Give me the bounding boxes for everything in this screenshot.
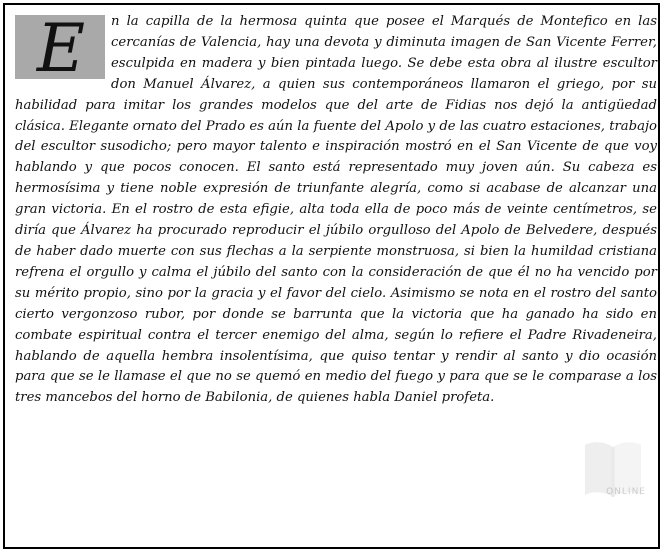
drop-cap-letter: E — [36, 15, 86, 79]
body-paragraph — [15, 12, 657, 409]
document-page — [3, 3, 660, 549]
watermark-text: ONLINE — [606, 487, 646, 497]
drop-cap — [15, 15, 105, 79]
book-logo-icon — [582, 437, 644, 505]
paragraph-text: n la capilla de la hermosa quinta que posee el Marqués de Montefico en las cercanías de Valencia, hay una devota y diminuta imagen de San Vicente Ferrer, esculpida en madera y bien pintada luego. Se debe esta obra al ilustre escultor don Manuel Álvarez, a quien sus contemporáneos llamaron el griego, por su habilidad para imitar los grandes modelos que del arte de Fidias nos dejó la antigüedad clásica. Elegante ornato del Prado es aún la fuente del Apolo y de las cuatro estaciones, trabajo del escultor susodicho; pero mayor talento e inspiración mostró en el San Vicente de que voy hablando y que pocos conocen. El santo está representado muy joven aún. Su cabeza es hermosísima y tiene noble expresión de triunfante alegría, como si acabase de alcanzar una gran victoria. En el rostro de esta efigie, alta toda ella de poco más de veinte centímetros, se diría que Álvarez ha procurado reproducir el júbilo orgulloso del Apolo de Belvedere, después de haber dado muerte con sus flechas a la serpiente monstruosa, si bien la humildad cristiana refrena el orgullo y calma el júbilo del santo con la consideración de que él no ha vencido por su mérito propio, sino por la gracia y el favor del cielo. Asimismo se nota en el rostro del santo cierto vergonzoso rubor, por donde se barrunta que la victoria que ha ganado ha sido en combate espiritual contra el tercer enemigo del alma, según lo refiere el Padre Rivadeneira, hablando de aquella hembra insolentísima, que quiso tentar y rendir al santo y dio ocasión para que se le llamase el que no se quemó en medio del fuego y para que se le comparase a los tres mancebos del horno de Babilonia, de quienes habla Daniel profeta. — [15, 14, 657, 406]
drop-cap-letter-icon — [15, 15, 105, 79]
